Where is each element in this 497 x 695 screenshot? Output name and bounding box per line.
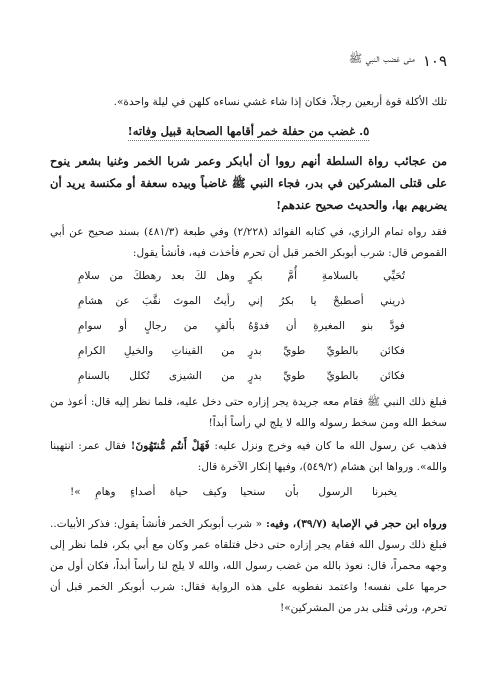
verse-second-half: بألفٍ من رجالٍ أو سوامِ	[78, 320, 235, 332]
verse-first-half: يخبرنا الرسول بأن سنحيا	[240, 486, 397, 498]
paragraph-2: فقد رواه تمام الرازي، في كتابه الفوائد (٢/٢٢٨) وفي طبعة (٤٨١/٣) بسند صحيح عن أبي القموص قال: شرب أبوبكر الخمر قبل أن تحرم فأخذت فيه، فأنشأ يقول:	[50, 226, 447, 259]
intro-paragraph-block	[50, 92, 447, 113]
verse-first-half: تُحَيِّي بالسلامةِ أُمَّ بكرٍ	[248, 270, 405, 282]
section-heading-block	[50, 124, 447, 138]
page-number: ١٠٩	[422, 52, 447, 70]
poem-verse	[78, 364, 405, 389]
poem-verse	[70, 480, 397, 505]
paragraph-3-block	[50, 392, 447, 434]
poem	[78, 264, 405, 389]
verse-second-half: من الشيزى تُكلل بالسنامِ	[78, 370, 235, 382]
running-title: متى غضب النبي ﷺ	[348, 52, 415, 65]
poem-verse	[78, 339, 405, 364]
verse-first-half: ذريني أصطبحْ يا بكرُ إني	[248, 295, 405, 307]
poem-verse	[78, 314, 405, 339]
section-heading-text: ٥. غضب من حفلة خمر أقامها الصحابة قبيل وفاته!	[128, 124, 370, 141]
paragraph-2-block	[50, 222, 447, 264]
paragraph-1-block	[50, 150, 447, 216]
page-header	[50, 52, 447, 72]
section-heading	[50, 124, 447, 138]
verse-first-half: فكائن بالطويِّ طويِّ بدرٍ	[248, 370, 405, 382]
verse-first-half: فكائن بالطويِّ طويِّ بدرٍ	[248, 345, 405, 357]
paragraph-3: فبلغ ذلك النبي ﷺ فقام معه جريدة يجر إزاره حتى دخل عليه، فلما نظر إليه قال: أعوذ من سخط الله ومن سخط رسوله والله لا يلج لي رأساً أبداً!	[50, 396, 447, 429]
paragraph-4-block	[50, 436, 447, 478]
verse-second-half: من القيناتِ والخيلِ الكرامِ	[78, 345, 235, 357]
intro-paragraph: تلك الأكلة قوة أربعين رجلاً، فكان إذا شاء غشي نساءه كلهن في ليلة واحدة».	[113, 96, 447, 108]
paragraph-5: ورواه ابن حجر في الإصابة (٣٩/٧)، وفيه: « شرب أبوبكر الخمر فأنشأ يقول: فذكر الأبيات.. فبلغ ذلك رسول الله فقام يجر إزاره حتى دخل فتلقاه عمر وكان مع أبي بكر، فلما نظر إلى وجهه محمراً، قال: نعوذ بالله من غضب رسول الله، والله لا يلج لنا رأساً أبداً، فكان أول من حرمها على نفسه! واعتمد نفطويه على هذه الرواية فقال: شرب أبوبكر الخمر قبل أن تحرم، ورثى قتلى بدر من المشركين»!	[50, 518, 447, 614]
verse-first-half: فودَّ بنو المغيرةِ أن فدوْهُ	[248, 320, 405, 332]
source-citation: ورواه ابن حجر في الإصابة (٣٩/٧)، وفيه:	[262, 518, 447, 530]
verse-second-half: رأيتُ الموتَ نقَّبَ عن هشامِ	[78, 295, 235, 307]
verse-second-half: وهل لكَ بعد رهطكَ من سلامِ	[78, 270, 235, 282]
quran-quote: فَهَلْ أَنتُم مُّنتَهُونَ!	[130, 440, 210, 452]
paragraph-4: فذهب عن رسول الله ما كان فيه وخرج ونزل عليه: فَهَلْ أَنتُم مُّنتَهُونَ! فقال عمر: انتهينا والله». ورواها ابن هشام (٥٤٩/٢)، وفيها إنكار الآخرة قال:	[50, 440, 447, 473]
poem-verse	[78, 289, 405, 314]
paragraph-5-block	[50, 514, 447, 619]
poem-verse	[78, 264, 405, 289]
verse-second-half: وكيف حياة أصداءٍ وهامِ »!	[70, 486, 227, 498]
paragraph-1: من عجائب رواة السلطة أنهم رووا أن أبابكر وعمر شربا الخمر وغنيا بشعر ينوح على قتلى المشركين في بدر، فجاء النبي ﷺ غاضباً وبيده سعفة أو مكنسة يريد أن يضربهم بها، والحديث صحيح عندهم!	[50, 154, 447, 212]
closing-verse	[70, 480, 397, 505]
